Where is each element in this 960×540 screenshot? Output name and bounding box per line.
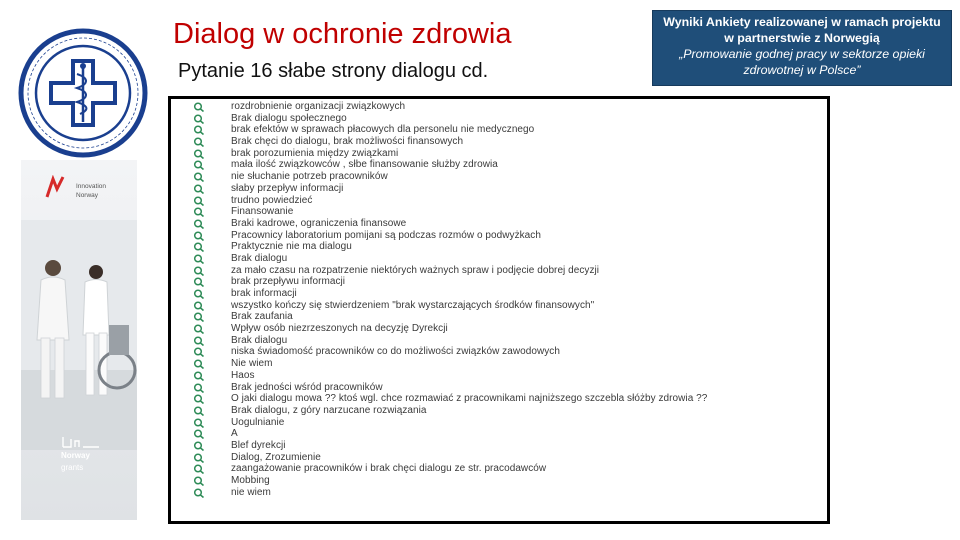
response-text: trudno powiedzieć bbox=[231, 194, 313, 206]
bullet-icon bbox=[193, 114, 205, 124]
response-row bbox=[171, 230, 827, 242]
bullet-icon bbox=[193, 219, 205, 229]
response-text: Mobbing bbox=[231, 475, 270, 486]
response-row bbox=[171, 300, 827, 312]
norway-grants-logo-icon bbox=[61, 435, 101, 449]
bullet-icon bbox=[193, 336, 205, 346]
bullet-icon bbox=[193, 406, 205, 416]
bullet-icon bbox=[193, 359, 205, 369]
bullet-icon bbox=[193, 184, 205, 194]
response-text: nie wiem bbox=[231, 486, 271, 498]
response-text: O jaki dialogu mowa ?? ktoś wgl. chce rozmawiać z pracownikami najniższego szczebla słóżby zdrowia ?? bbox=[231, 393, 708, 405]
response-text: Brak dialogu bbox=[231, 252, 288, 264]
response-text: brak przepływu informacji bbox=[231, 276, 346, 288]
bullet-icon bbox=[193, 464, 205, 474]
response-row bbox=[171, 113, 827, 125]
bullet-icon bbox=[193, 453, 205, 463]
response-row bbox=[171, 171, 827, 183]
response-text: Brak dialogu społecznego bbox=[231, 112, 347, 124]
bullet-icon bbox=[193, 488, 205, 498]
response-text: brak porozumienia między związkami bbox=[231, 147, 399, 159]
bullet-icon bbox=[193, 429, 205, 439]
response-text: brak informacji bbox=[231, 288, 297, 299]
response-text: Dialog, Zrozumienie bbox=[231, 451, 321, 463]
bullet-icon bbox=[193, 394, 205, 404]
response-row bbox=[171, 136, 827, 148]
response-text: Brak chęci do dialogu, brak możliwości finansowych bbox=[231, 136, 464, 148]
response-row bbox=[171, 335, 827, 347]
response-text: niska świadomość pracowników co do możliwości związków zawodowych bbox=[231, 346, 560, 358]
bullet-icon bbox=[193, 347, 205, 357]
response-text: Praktycznie nie ma dialogu bbox=[231, 241, 352, 253]
page-title: Dialog w ochronie zdrowia bbox=[173, 18, 512, 50]
response-text: Brak dialogu, z góry narzucane rozwiązania bbox=[231, 404, 427, 416]
response-text: mała ilość związkowców , słbe finansowanie służby zdrowia bbox=[231, 159, 498, 171]
bullet-icon bbox=[193, 149, 205, 159]
response-text: Uogulnianie bbox=[231, 416, 285, 428]
response-row bbox=[171, 253, 827, 265]
response-text: Brak zaufania bbox=[231, 311, 293, 323]
project-info-box bbox=[652, 10, 952, 86]
response-text: Wpływ osób niezrzeszonych na decyzję Dyrekcji bbox=[231, 323, 448, 335]
response-text: Pracownicy laboratorium pomijani są podczas rozmów o podwyżkach bbox=[231, 229, 541, 241]
bullet-icon bbox=[193, 324, 205, 334]
bullet-icon bbox=[193, 231, 205, 241]
response-row bbox=[171, 440, 827, 452]
response-text: Haos bbox=[231, 369, 255, 381]
response-text: A bbox=[231, 428, 238, 440]
response-text: zaangażowanie pracowników i brak chęci dialogu ze str. pracodawców bbox=[231, 463, 547, 475]
response-row bbox=[171, 475, 827, 487]
bullet-icon bbox=[193, 102, 205, 112]
response-text: nie słuchanie potrzeb pracowników bbox=[231, 171, 388, 183]
bullet-icon bbox=[193, 277, 205, 287]
response-text: rozdrobnienie organizacji związkowych bbox=[231, 101, 406, 112]
response-row bbox=[171, 311, 827, 323]
bullet-icon bbox=[193, 254, 205, 264]
response-row bbox=[171, 101, 827, 113]
innovation-norway-label: Innovation Norway bbox=[76, 183, 106, 199]
response-row bbox=[171, 346, 827, 358]
response-row bbox=[171, 148, 827, 160]
response-text: brak efektów w sprawach płacowych dla personelu nie medycznego bbox=[231, 124, 535, 136]
response-row bbox=[171, 159, 827, 171]
response-text: Brak jedności wśród pracowników bbox=[231, 381, 383, 393]
bullet-icon bbox=[193, 289, 205, 299]
bullet-icon bbox=[193, 441, 205, 451]
response-row bbox=[171, 382, 827, 394]
response-row bbox=[171, 218, 827, 230]
response-row bbox=[171, 206, 827, 218]
responses-panel bbox=[168, 96, 830, 524]
project-info-line1: Wyniki Ankiety realizowanej w ramach projektu w partnerstwie z Norwegią bbox=[663, 15, 941, 45]
response-row bbox=[171, 358, 827, 370]
response-row bbox=[171, 265, 827, 277]
response-row bbox=[171, 405, 827, 417]
norway-grants-banner bbox=[21, 160, 137, 520]
responses-list bbox=[171, 101, 827, 498]
bullet-icon bbox=[193, 137, 205, 147]
bullet-icon bbox=[193, 312, 205, 322]
union-logo bbox=[10, 28, 156, 158]
bullet-icon bbox=[193, 125, 205, 135]
response-text: za mało czasu na rozpatrzenie niektórych ważnych spraw i podjęcie dobrej decyzji bbox=[231, 264, 600, 276]
bullet-icon bbox=[193, 371, 205, 381]
innovation-norway-logo-icon bbox=[43, 175, 73, 199]
bullet-icon bbox=[193, 172, 205, 182]
bullet-icon bbox=[193, 476, 205, 486]
response-row bbox=[171, 183, 827, 195]
response-row bbox=[171, 323, 827, 335]
response-row bbox=[171, 124, 827, 136]
norway-grants-label: Norway grants bbox=[61, 451, 90, 472]
response-text: słaby przepływ informacji bbox=[231, 182, 344, 194]
response-row bbox=[171, 195, 827, 207]
bullet-icon bbox=[193, 383, 205, 393]
response-row bbox=[171, 428, 827, 440]
response-text: Braki kadrowe, ograniczenia finansowe bbox=[231, 217, 407, 229]
response-text: Blef dyrekcji bbox=[231, 439, 286, 451]
bullet-icon bbox=[193, 266, 205, 276]
nurses-photo-icon bbox=[21, 220, 137, 450]
response-row bbox=[171, 417, 827, 429]
project-info-line2: „Promowanie godnej pracy w sektorze opieki zdrowotnej w Polsce” bbox=[679, 47, 925, 77]
response-text: Finansowanie bbox=[231, 206, 294, 218]
response-row bbox=[171, 241, 827, 253]
bullet-icon bbox=[193, 207, 205, 217]
response-text: Brak dialogu bbox=[231, 334, 288, 346]
bullet-icon bbox=[193, 160, 205, 170]
response-row bbox=[171, 288, 827, 300]
bullet-icon bbox=[193, 196, 205, 206]
response-row bbox=[171, 276, 827, 288]
response-row bbox=[171, 452, 827, 464]
page-subtitle: Pytanie 16 słabe strony dialogu cd. bbox=[178, 60, 489, 82]
response-row bbox=[171, 393, 827, 405]
response-row bbox=[171, 463, 827, 475]
response-text: wszystko kończy się stwierdzeniem "brak wystarczających środków finansowych" bbox=[231, 299, 595, 311]
response-row bbox=[171, 487, 827, 499]
bullet-icon bbox=[193, 301, 205, 311]
bullet-icon bbox=[193, 242, 205, 252]
response-text: Nie wiem bbox=[231, 358, 273, 370]
bullet-icon bbox=[193, 418, 205, 428]
response-row bbox=[171, 370, 827, 382]
